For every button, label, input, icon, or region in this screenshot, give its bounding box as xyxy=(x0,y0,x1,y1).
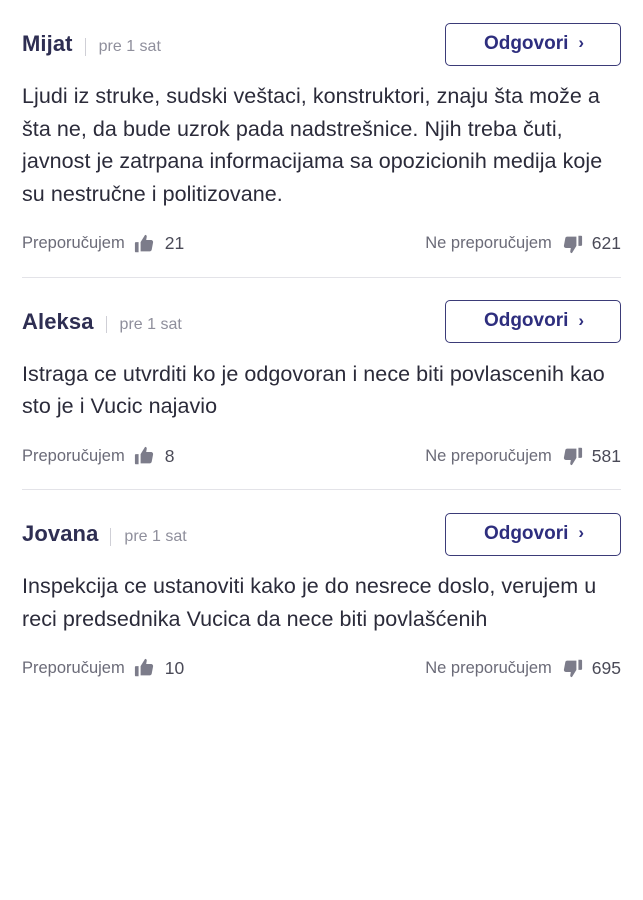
downvote-group[interactable] xyxy=(425,657,621,679)
upvote-count: 8 xyxy=(164,445,175,466)
comment-text: Ljudi iz struke, sudski veštaci, konstruktori, znaju šta može a šta ne, da bude uzrok pada nadstrešnice. Njih treba čuti, javnost je zatrpana informacijama sa opozicionih medija koje su nestručne i politizovane. xyxy=(22,84,603,207)
comment-item xyxy=(22,0,621,255)
thumb-down-icon[interactable] xyxy=(561,657,583,679)
author-block xyxy=(22,309,182,335)
reply-button[interactable] xyxy=(445,23,621,66)
vote-bar xyxy=(22,657,621,679)
comment-header xyxy=(22,300,621,344)
upvote-group[interactable] xyxy=(22,657,184,679)
thumb-up-icon[interactable] xyxy=(134,657,156,679)
reply-button-label: Odgovori xyxy=(483,310,569,332)
upvote-label: Preporučujem xyxy=(22,446,125,465)
chevron-right-icon: › xyxy=(578,310,585,330)
reply-button[interactable] xyxy=(445,513,621,556)
comment-text: Inspekcija ce ustanoviti kako je do nesrece doslo, verujem u reci predsednika Vucica da nece biti povlašćenih xyxy=(22,574,597,631)
downvote-count: 621 xyxy=(591,233,621,254)
reply-button-label: Odgovori xyxy=(483,522,569,544)
comment-timestamp: pre 1 sat xyxy=(110,528,186,546)
reply-button-label: Odgovori xyxy=(483,32,569,54)
thumb-down-icon[interactable] xyxy=(561,233,583,255)
upvote-group[interactable] xyxy=(22,233,184,255)
downvote-label: Ne preporučujem xyxy=(425,446,552,465)
downvote-group[interactable] xyxy=(425,445,621,467)
upvote-label: Preporučujem xyxy=(22,658,125,677)
chevron-right-icon: › xyxy=(578,523,585,543)
thumb-down-icon[interactable] xyxy=(561,445,583,467)
upvote-count: 21 xyxy=(164,233,185,254)
upvote-label: Preporučujem xyxy=(22,234,125,253)
comment-header xyxy=(22,512,621,556)
downvote-group[interactable] xyxy=(425,233,621,255)
comment-text: Istraga ce utvrditi ko je odgovoran i nece biti povlascenih kao sto je i Vucic najavio xyxy=(22,361,605,419)
author-block xyxy=(22,31,161,57)
downvote-count: 581 xyxy=(591,445,621,466)
downvote-label: Ne preporučujem xyxy=(425,658,552,677)
reply-button[interactable] xyxy=(445,300,621,343)
author-block xyxy=(22,521,187,547)
thumb-up-icon[interactable] xyxy=(134,233,156,255)
comment-timestamp: pre 1 sat xyxy=(106,316,182,334)
vote-bar xyxy=(22,233,621,255)
upvote-count: 10 xyxy=(164,657,185,678)
comment-timestamp: pre 1 sat xyxy=(85,38,161,56)
chevron-right-icon: › xyxy=(578,33,585,52)
thumb-up-icon[interactable] xyxy=(134,445,156,467)
comment-author: Jovana xyxy=(22,521,99,547)
vote-bar xyxy=(22,445,621,467)
upvote-group[interactable] xyxy=(22,445,174,467)
downvote-label: Ne preporučujem xyxy=(425,234,552,253)
downvote-count: 695 xyxy=(591,657,621,678)
comment-item xyxy=(22,489,621,679)
comment-item xyxy=(22,277,621,467)
comment-author: Mijat xyxy=(22,31,73,56)
comment-author: Aleksa xyxy=(22,308,94,334)
comment-header xyxy=(22,22,621,66)
